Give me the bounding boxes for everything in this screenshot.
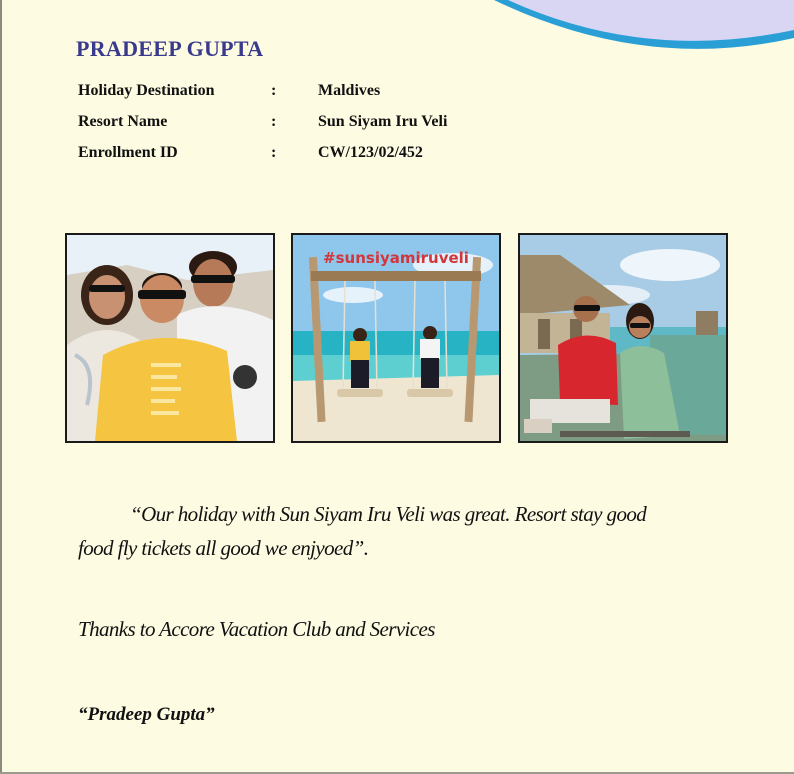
photo-family-selfie — [65, 233, 275, 443]
quote-line-2: food fly tickets all good we enjyoed”. — [78, 536, 369, 560]
detail-value: Sun Siyam Iru Veli — [318, 113, 448, 130]
details-list — [78, 82, 578, 175]
photo-beach-swing — [291, 233, 501, 443]
detail-separator: : — [271, 82, 277, 99]
swing-hashtag-text: #sunsiyamiruveli — [323, 249, 469, 267]
detail-separator: : — [271, 113, 277, 130]
page-left-border — [0, 0, 2, 774]
quote-line-1: “Our holiday with Sun Siyam Iru Veli was great. Resort stay good — [130, 502, 647, 526]
thanks-text: Thanks to Accore Vacation Club and Services — [78, 617, 435, 641]
detail-label: Holiday Destination — [78, 82, 215, 99]
testimonial-quote — [78, 497, 738, 565]
detail-separator: : — [271, 144, 277, 161]
photo-couple-jetty — [518, 233, 728, 443]
detail-row-enrollment — [78, 144, 578, 175]
detail-row-destination — [78, 82, 578, 113]
customer-name-title: PRADEEP GUPTA — [76, 36, 264, 61]
decorative-wave — [494, 0, 794, 70]
detail-label: Resort Name — [78, 113, 168, 130]
signature-text: “Pradeep Gupta” — [78, 704, 215, 725]
detail-value: CW/123/02/452 — [318, 144, 423, 161]
detail-label: Enrollment ID — [78, 144, 178, 161]
detail-value: Maldives — [318, 82, 381, 99]
detail-row-resort — [78, 113, 578, 144]
